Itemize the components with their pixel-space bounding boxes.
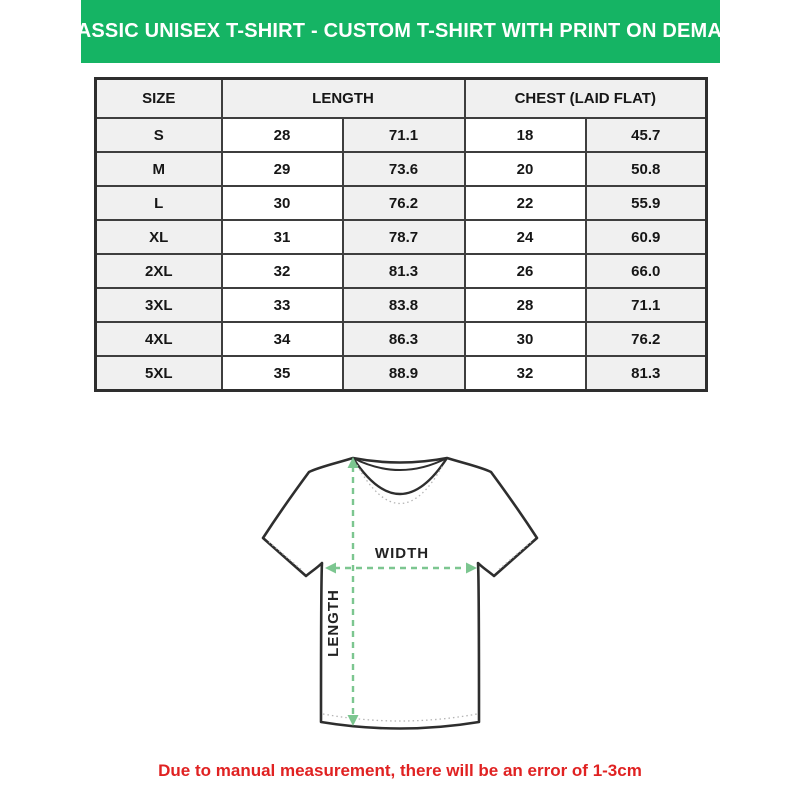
width-arrow-label: WIDTH (374, 545, 430, 562)
table-row (96, 254, 707, 288)
header-length: LENGTH (222, 79, 465, 119)
chest-cm-cell: 50.8 (586, 152, 707, 186)
table-row (96, 118, 707, 152)
tshirt-outline-icon (263, 458, 537, 729)
tshirt-measurement-diagram (250, 438, 550, 748)
chest-cm-cell: 66.0 (586, 254, 707, 288)
header-size: SIZE (96, 79, 222, 119)
size-cell: 2XL (96, 254, 222, 288)
length-arrow-label: LENGTH (325, 589, 342, 657)
length-cm-cell: 81.3 (343, 254, 465, 288)
length-in-cell: 30 (222, 186, 343, 220)
size-cell: M (96, 152, 222, 186)
length-in-cell: 29 (222, 152, 343, 186)
length-in-cell: 33 (222, 288, 343, 322)
table-header-row (96, 79, 707, 119)
chest-in-cell: 28 (465, 288, 586, 322)
size-cell: L (96, 186, 222, 220)
size-cell: 4XL (96, 322, 222, 356)
chest-cm-cell: 55.9 (586, 186, 707, 220)
chest-in-cell: 18 (465, 118, 586, 152)
title-banner (49, 0, 752, 63)
chest-in-cell: 24 (465, 220, 586, 254)
chest-cm-cell: 71.1 (586, 288, 707, 322)
page-title: CLASSIC UNISEX T-SHIRT - CUSTOM T-SHIRT WITH PRINT ON DEMAND (49, 20, 752, 42)
table-row (96, 220, 707, 254)
table-row (96, 186, 707, 220)
length-cm-cell: 88.9 (343, 356, 465, 391)
chest-in-cell: 30 (465, 322, 586, 356)
chest-in-cell: 26 (465, 254, 586, 288)
length-in-cell: 35 (222, 356, 343, 391)
size-cell: 5XL (96, 356, 222, 391)
length-cm-cell: 71.1 (343, 118, 465, 152)
table-row (96, 152, 707, 186)
length-in-cell: 34 (222, 322, 343, 356)
table-row (96, 356, 707, 391)
chest-cm-cell: 81.3 (586, 356, 707, 391)
chest-cm-cell: 60.9 (586, 220, 707, 254)
size-cell: XL (96, 220, 222, 254)
length-cm-cell: 73.6 (343, 152, 465, 186)
size-table (94, 77, 708, 392)
size-cell: S (96, 118, 222, 152)
chest-in-cell: 22 (465, 186, 586, 220)
length-cm-cell: 76.2 (343, 186, 465, 220)
length-cm-cell: 83.8 (343, 288, 465, 322)
chest-cm-cell: 76.2 (586, 322, 707, 356)
header-chest: CHEST (LAID FLAT) (465, 79, 707, 119)
length-in-cell: 28 (222, 118, 343, 152)
length-cm-cell: 78.7 (343, 220, 465, 254)
chest-in-cell: 32 (465, 356, 586, 391)
length-in-cell: 32 (222, 254, 343, 288)
measurement-disclaimer: Due to manual measurement, there will be an error of 1-3cm (158, 761, 642, 780)
chest-cm-cell: 45.7 (586, 118, 707, 152)
table-row (96, 322, 707, 356)
length-cm-cell: 86.3 (343, 322, 465, 356)
size-cell: 3XL (96, 288, 222, 322)
table-row (96, 288, 707, 322)
chest-in-cell: 20 (465, 152, 586, 186)
length-in-cell: 31 (222, 220, 343, 254)
